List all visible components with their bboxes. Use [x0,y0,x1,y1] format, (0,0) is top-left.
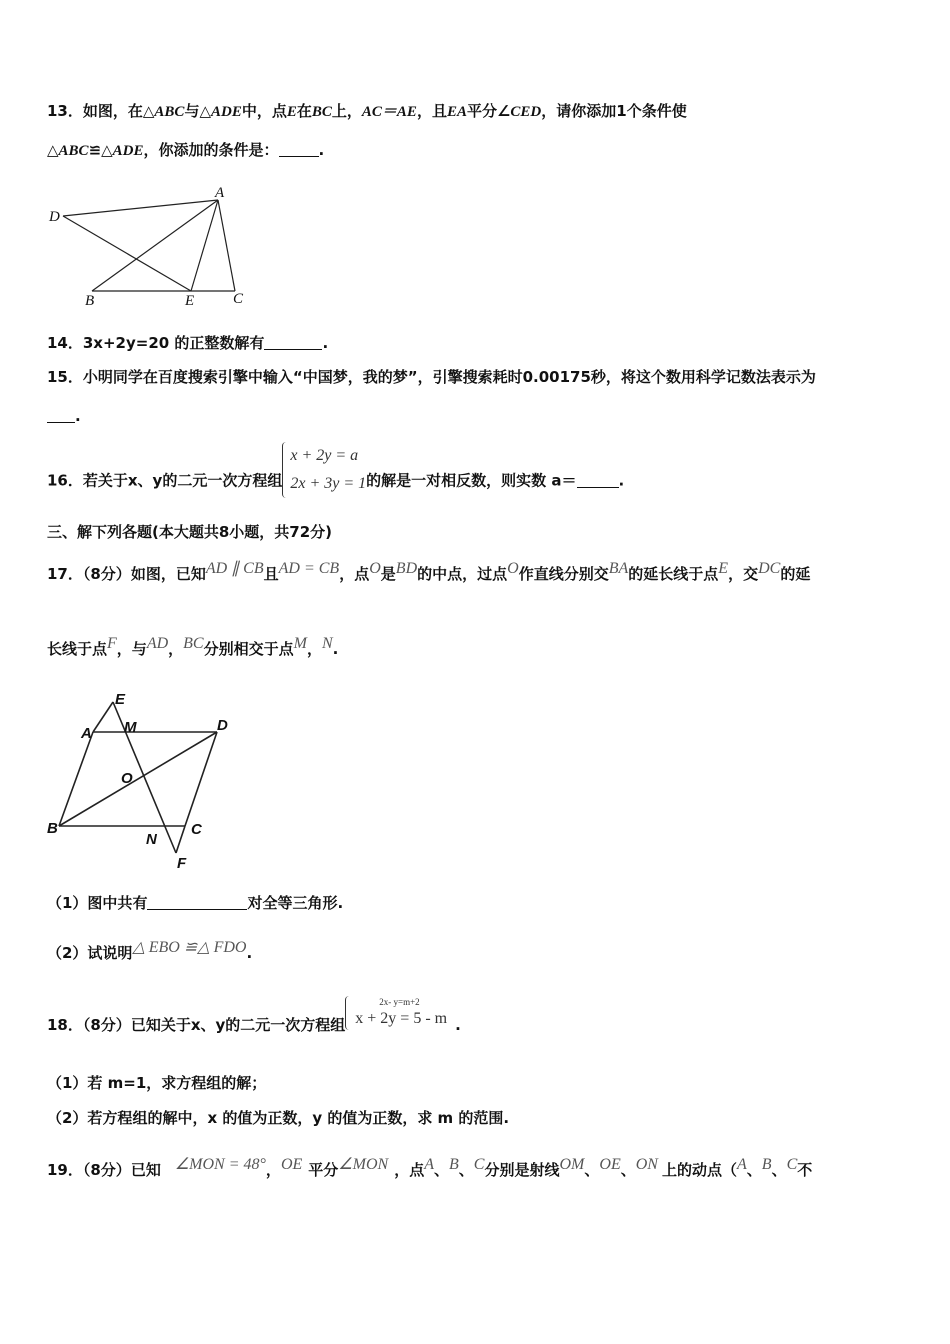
q19-math: OE [599,1156,621,1173]
q19-math: B [449,1156,459,1173]
point-label-m: M [124,719,137,736]
q13-text: 与△ [184,102,211,120]
q19-math: C [786,1156,798,1173]
q17-text: ，点 [339,565,370,583]
q17-text: ， [306,640,322,658]
q17-text: （2）试说明 [47,944,133,962]
q19-number: 19． [47,1161,83,1179]
equation-system [282,442,366,498]
answer-blank [264,334,322,350]
q14-line [47,333,328,353]
q19-math: OM [559,1156,585,1173]
q13-text: ，请你添加1个条件使 [541,102,687,120]
q19-math: ∠MON = 48° [174,1156,266,1173]
q17-text: 作直线分别交 [518,565,609,583]
q17-text: 长线于点 [47,640,108,658]
q17-text: 分别相交于点 [203,640,294,658]
q17-math: AD = CB [278,560,340,577]
q13-text: 中，点 [241,102,287,120]
q15-text: . [75,407,81,425]
q13-math: AC＝AE [361,104,417,120]
q19-text: 、 [620,1161,636,1179]
q18-part1: （1）若 m=1，求方程组的解； [47,1074,267,1092]
q19-text: 分别是射线 [484,1161,560,1179]
segment-cf [176,826,185,853]
segment-da [63,200,218,216]
point-label-b: B [47,820,58,837]
q18-text: . [455,1016,461,1034]
point-label-a: A [215,185,225,201]
answer-blank [147,894,247,910]
q16-text: 若关于x、y的二元一次方程组 [82,471,283,490]
q17-score: （8分） [82,565,131,583]
q13-number: 13． [47,102,83,120]
brace [345,996,352,1030]
q13-line2 [47,140,324,161]
q13-text: 上， [331,102,362,120]
q17-figure [45,688,245,873]
q17-part1 [47,893,343,913]
q13-math: CED [510,104,542,120]
point-label-b: B [85,293,95,308]
q19-text: 、 [771,1161,787,1179]
point-label-d: D [49,209,60,225]
q15-line [47,367,816,387]
segment-ae [93,702,113,732]
q17-math: AD ∥ CB [205,560,264,577]
q17-text: 是 [380,565,396,583]
q19-math: A [424,1156,434,1173]
q18-score: （8分） [82,1016,131,1034]
q19-text: 、 [458,1161,474,1179]
q19-text: 、 [433,1161,449,1179]
q13-math: ABC [58,143,89,159]
q13-text: 平分∠ [466,102,511,120]
q16-number: 16． [47,471,83,490]
q13-text: ，且 [416,102,447,120]
equation: x + 2y = 5 - m [355,1009,448,1027]
q19-line [47,1155,812,1180]
q14-number: 14． [47,334,83,352]
q17-math: BD [395,560,418,577]
answer-blank [47,407,75,423]
q17-math: BA [608,560,629,577]
q19-math: OE [280,1156,303,1173]
q17-text: 如图，已知 [130,565,206,583]
q17-math: △ EBO ≌△ FDO [132,939,247,956]
q16-text: 的解是一对相反数，则实数 a＝ [366,471,577,490]
q13-text: △ [47,141,59,159]
q16-line [47,447,625,498]
q13-figure [45,183,255,308]
section-title: 三、解下列各题(本大题共8小题，共72分) [47,523,333,541]
q17-math: F [107,635,117,652]
point-label-c: C [191,821,202,838]
q17-math: N [321,635,333,652]
segment-ab [59,732,93,826]
q19-math: C [473,1156,485,1173]
q17-math: E [718,560,729,577]
segment-bd [59,732,217,826]
q17-text: （1）图中共有 [47,894,148,912]
q17-line2 [47,634,338,659]
q13-text: 在 [296,102,312,120]
point-label-c: C [233,291,244,307]
answer-blank [577,472,619,488]
segment-de [63,216,191,291]
q19-math: A [736,1156,747,1173]
q17-text: . [246,944,253,962]
q19-score: （8分） [82,1161,131,1179]
segment-ac [218,200,235,291]
q14-text: . [322,334,329,352]
equation: 2x + 3y = 1 [290,475,367,492]
q17-text: 的延长线于点 [628,565,719,583]
q17-math: DC [758,560,781,577]
q17-math: O [369,560,381,577]
q17-math: AD [146,635,169,652]
q13-text: 如图，在△ [82,102,155,120]
point-label-o: O [121,770,133,787]
q17-math: BC [183,635,204,652]
q19-text: 不 [797,1161,813,1179]
q19-math: ON [635,1156,658,1173]
q17-math: M [293,635,307,652]
q18-number: 18． [47,1016,83,1034]
q17-text: ，交 [728,565,759,583]
q13-text: ，你添加的条件是： [143,141,279,159]
q17-text: ， [168,640,184,658]
q15-number: 15． [47,368,83,386]
q19-math: B [761,1156,772,1173]
q17-part2 [47,938,252,963]
q19-math: ∠MON [338,1156,389,1173]
q15-line2 [47,406,81,426]
q17-text: ，与 [116,640,147,658]
q13-math: BC [311,104,332,120]
q19-text: 上的动点（ [661,1161,737,1179]
segment-ae [191,200,218,291]
point-label-d: D [217,717,228,734]
q18-line [47,996,461,1035]
segment-ab [92,200,218,291]
q16-text: . [618,471,625,490]
q17-text: 的延 [780,565,811,583]
q18-part2: （2）若方程组的解中，x 的值为正数，y 的值为正数，求 m 的范围. [47,1109,510,1127]
q19-text: 、 [584,1161,600,1179]
q17-text: 的中点，过点 [417,565,508,583]
segment-dc [185,732,217,826]
brace [282,442,289,498]
point-label-e: E [185,293,195,308]
q18-text: 已知关于x、y的二元一次方程组 [130,1016,346,1034]
equation-system [345,996,447,1030]
q19-text: 已知 [130,1161,161,1179]
equation: 2x- y=m+2 [379,996,420,1007]
q14-text: 3x+2y=20 的正整数解有 [82,334,265,352]
q13-text: . [318,141,325,159]
q15-text: 小明同学在百度搜索引擎中输入“中国梦，我的梦”，引擎搜索耗时0.00175秒，将这个数用科学记数法表示为 [82,368,816,386]
q13-text: ≌△ [88,141,113,159]
q19-text: ，点 [394,1161,425,1179]
q13-math: ADE [210,104,242,120]
point-label-f: F [177,855,187,872]
q17-text: . [332,640,339,658]
q19-text: 、 [746,1161,762,1179]
answer-blank [279,141,319,157]
q13-line1 [47,101,687,122]
q17-number: 17． [47,565,83,583]
q17-text: 对全等三角形. [247,894,344,912]
q13-math: ABC [154,104,185,120]
equation: x + 2y = a [290,447,359,464]
q17-line1 [47,559,810,584]
q13-math: E [286,104,297,120]
q13-math: ADE [112,143,144,159]
q17-math: O [507,560,519,577]
q19-text: ， [265,1161,281,1179]
q19-text: 平分 [308,1161,339,1179]
q17-text: 且 [263,565,279,583]
point-label-n: N [146,831,157,848]
point-label-e: E [115,691,126,708]
q13-math: EA [446,104,467,120]
point-label-a: A [81,725,92,742]
